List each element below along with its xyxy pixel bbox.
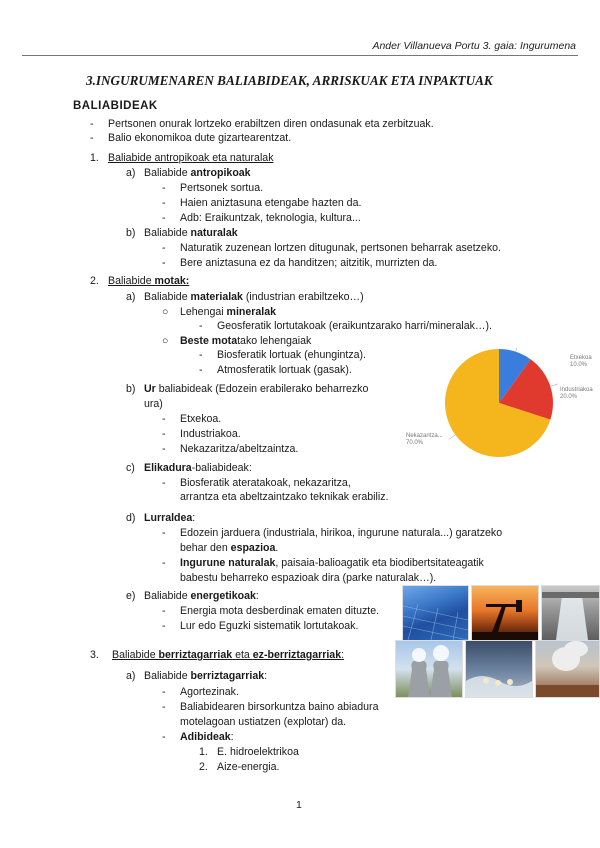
s2c-item-line1: Biosferatik ateratakoak, nekazaritza, <box>180 477 351 489</box>
s2d-item-1-line1: Edozein jarduera (industriala, hirikoa, ingurune naturala...) garatzeko <box>180 527 503 539</box>
example-item-1: E. hidroelektrikoa <box>217 746 299 758</box>
s2e-item-1: Energia mota desberdinak ematen dituzte. <box>180 605 380 617</box>
list-number: 1. <box>199 746 208 758</box>
bullet-dash: - <box>162 212 166 224</box>
header-rule <box>22 55 578 56</box>
intro-item-2: Balio ekonomikoa dute gizartearentzat. <box>108 132 292 144</box>
s1b-heading: Baliabide naturalak <box>144 227 238 239</box>
list-marker: a) <box>126 670 136 682</box>
s2b-item-3: Nekazaritza/abeltzaintza. <box>180 443 299 455</box>
list-marker: d) <box>126 512 136 524</box>
s2e-item-2: Lur edo Eguzki sistematik lortutakoak. <box>180 620 359 632</box>
list-marker: c) <box>126 462 135 474</box>
bullet-dash: - <box>162 242 166 254</box>
s2a-o2-heading: Beste motatako lehengaiak <box>180 335 312 347</box>
hydro-dam-photo <box>541 585 600 641</box>
s2c-heading: Elikadura-baliabideak: <box>144 462 252 474</box>
bullet-dash: - <box>162 182 166 194</box>
s3a-item-2-line2: motelagoan ustiatzen (explotar) da. <box>180 716 347 728</box>
wave-energy-photo <box>465 640 533 698</box>
document-title: 3.INGURUMENAREN BALIABIDEAK, ARRISKUAK ETA INPAKTUAK <box>86 73 493 88</box>
bullet-dash: - <box>162 701 166 713</box>
bullet-dash: - <box>162 477 166 489</box>
pie-leader-line <box>550 384 558 386</box>
solar-panels-photo <box>402 585 469 641</box>
pie-leader-line <box>516 348 518 352</box>
list-marker: a) <box>126 291 136 303</box>
bullet-dash: - <box>199 349 203 361</box>
list-marker: a) <box>126 167 136 179</box>
s2a-heading: Baliabide materialak (industrian erabiltzeko…) <box>144 291 364 303</box>
s3a-heading: Baliabide berriztagarriak: <box>144 670 268 682</box>
page-header: Ander Villanueva Portu 3. gaia: Ingurumena <box>372 40 576 52</box>
bullet-dash: - <box>162 731 166 743</box>
s1b-item-1: Naturatik zuzenean lortzen ditugunak, pertsonen beharrak asetzeko. <box>180 242 501 254</box>
pie-leader-line <box>449 435 455 440</box>
bullet-dash: - <box>162 527 166 539</box>
oil-pump-photo <box>471 585 539 641</box>
s2d-item-2-line2: babestu beharreko espazioak dira (parke naturalak…). <box>180 572 437 584</box>
bullet-dash: - <box>162 605 166 617</box>
s1a-item-3: Adb: Eraikuntzak, teknologia, kultura... <box>180 212 361 224</box>
s1b-item-2: Bere aniztasuna ez da handitzen; aitzitik, murrizten da. <box>180 257 438 269</box>
bullet-dash: - <box>162 257 166 269</box>
s2a-o1-heading: Lehengai mineralak <box>180 306 277 318</box>
section-heading: BALIABIDEAK <box>73 100 158 112</box>
s2-heading: Baliabide motak: <box>108 275 190 287</box>
s2b-heading-line2: ura) <box>144 398 163 410</box>
page-number: 1 <box>296 799 302 811</box>
list-number: 3. <box>90 649 99 661</box>
intro-item-1: Pertsonen onurak lortzeko erabiltzen diren ondasunak eta zerbitzuak. <box>108 118 434 130</box>
bullet-dash: - <box>162 620 166 632</box>
s1a-heading: Baliabide antropikoak <box>144 167 251 179</box>
s2a-o1-item: Geosferatik lortutakoak (eraikuntzarako harri/mineralak…). <box>217 320 492 332</box>
s2a-o2-item-2: Atmosferatik lortuak (gasak). <box>217 364 352 376</box>
example-item-2: Aize-energia. <box>217 761 280 773</box>
s1-heading: Baliabide antropikoak eta naturalak <box>108 152 274 164</box>
s2d-heading: Lurraldea: <box>144 512 196 524</box>
s2d-item-2-line1: Ingurune naturalak, paisaia-balioagatik eta biodibertsitateagatik <box>180 557 484 569</box>
bullet-dash: - <box>162 413 166 425</box>
bullet-dash: - <box>162 686 166 698</box>
pie-label-nekazaritza: Nekazaritza... 70.0% <box>406 433 443 446</box>
pie-label-industriakoa: Industriakoa 20.0% <box>560 387 593 400</box>
bullet-dash: - <box>90 118 94 130</box>
s2c-item-line2: arrantza eta abeltzaintzako teknikak erabiliz. <box>180 491 389 503</box>
list-number: 2. <box>199 761 208 773</box>
bullet-dash: - <box>162 443 166 455</box>
s1a-item-2: Haien aniztasuna etengabe hazten da. <box>180 197 362 209</box>
s1a-item-1: Pertsonek sortua. <box>180 182 264 194</box>
nuclear-plant-photo <box>395 640 463 698</box>
circle-bullet: ○ <box>162 306 169 318</box>
s3-heading: Baliabide berriztagarriak eta ez-berriztagarriak: <box>112 649 345 661</box>
s3a-item-1: Agortezinak. <box>180 686 239 698</box>
s2e-heading: Baliabide energetikoak: <box>144 590 259 602</box>
s3a-item-2-line1: Baliabidearen birsorkuntza baino abiadura <box>180 701 379 713</box>
list-marker: e) <box>126 590 136 602</box>
bullet-dash: - <box>90 132 94 144</box>
bullet-dash: - <box>162 557 166 569</box>
list-number: 1. <box>90 152 99 164</box>
s2b-item-1: Etxekoa. <box>180 413 222 425</box>
s2b-item-2: Industriakoa. <box>180 428 241 440</box>
pie-label-etxekoa: Etxekoa 10.0% <box>570 355 592 368</box>
s2b-heading: Ur baliabideak (Edozein erabilerako beharrezko <box>144 383 369 395</box>
geothermal-photo <box>535 640 600 698</box>
list-number: 2. <box>90 275 99 287</box>
bullet-dash: - <box>162 197 166 209</box>
bullet-dash: - <box>199 320 203 332</box>
s2a-o2-item-1: Biosferatik lortuak (ehungintza). <box>217 349 366 361</box>
s3a-item-3: Adibideak: <box>180 731 234 743</box>
circle-bullet: ○ <box>162 335 169 347</box>
bullet-dash: - <box>162 428 166 440</box>
s2d-item-1-line2: behar den espazioa. <box>180 542 279 554</box>
bullet-dash: - <box>199 364 203 376</box>
list-marker: b) <box>126 227 136 239</box>
list-marker: b) <box>126 383 136 395</box>
